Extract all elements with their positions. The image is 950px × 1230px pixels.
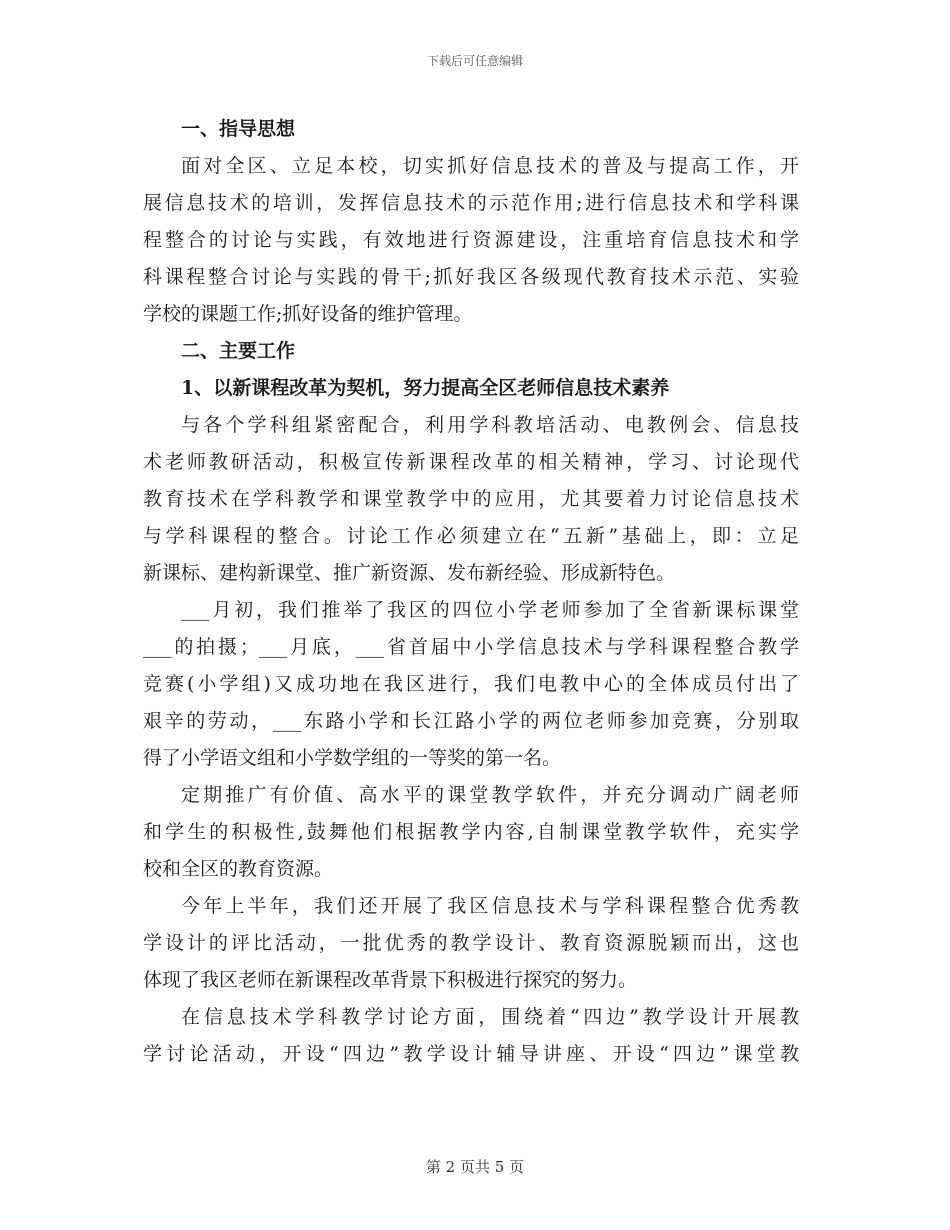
sub-heading: 1、以新课程改革为契机，努力提高全区老师信息技术素养 xyxy=(181,377,670,399)
paragraph xyxy=(143,777,799,888)
paragraph xyxy=(143,888,799,999)
text-line: 展信息技术的培训，发挥信息技术的示范作用;进行信息技术和学科课 xyxy=(143,192,799,214)
page-header: 下载后可任意编辑 xyxy=(426,54,523,68)
text-line: 得了小学语文组和小学数学组的一等奖的第一名。 xyxy=(143,747,562,769)
text-line: 学校的课题工作;抓好设备的维护管理。 xyxy=(143,303,473,325)
text-line: 科课程整合讨论与实践的骨干;抓好我区各级现代教育技术示范、实验 xyxy=(143,266,799,288)
text-line: ___的拍摄；___月底，___省首届中小学信息技术与学科课程整合教学 xyxy=(143,636,799,658)
text-line: 面对全区、立足本校，切实抓好信息技术的普及与提高工作，开 xyxy=(181,155,799,177)
text-line: 学讨论活动，开设“四边”教学设计辅导讲座、开设“四边”课堂教 xyxy=(143,1043,799,1065)
text-line: 程整合的讨论与实践，有效地进行资源建设，注重培育信息技术和学 xyxy=(143,229,799,251)
text-line: 体现了我区老师在新课程改革背景下积极进行探究的努力。 xyxy=(143,969,638,991)
text-line: 竞赛(小学组)又成功地在我区进行，我们电教中心的全体成员付出了 xyxy=(143,673,799,695)
text-line: 与各个学科组紧密配合，利用学科教培活动、电教例会、信息技 xyxy=(181,414,799,436)
text-line: 术老师教研活动，积极宣传新课程改革的相关精神，学习、讨论现代 xyxy=(143,451,799,473)
text-line: 定期推广有价值、高水平的课堂教学软件，并充分调动广阔老师 xyxy=(181,784,799,806)
text-line: 和学生的积极性,鼓舞他们根据教学内容,自制课堂教学软件，充实学 xyxy=(143,821,799,843)
text-line: 学设计的评比活动，一批优秀的教学设计、教育资源脱颖而出，这也 xyxy=(143,932,799,954)
paragraph xyxy=(143,407,799,592)
paragraph xyxy=(143,592,799,777)
section-heading: 一、指导思想 xyxy=(181,118,296,140)
text-line: 校和全区的教育资源。 xyxy=(143,858,334,880)
text-line: 在信息技术学科教学讨论方面，围绕着“四边”教学设计开展教 xyxy=(181,1006,799,1028)
text-line: ___月初，我们推举了我区的四位小学老师参加了全省新课标课堂 xyxy=(181,599,799,621)
paragraph xyxy=(143,148,799,333)
text-line: 新课标、建构新课堂、推广新资源、发布新经验、形成新特色。 xyxy=(143,562,676,584)
text-line: 艰辛的劳动，___东路小学和长江路小学的两位老师参加竞赛，分别取 xyxy=(143,710,799,732)
text-line: 与学科课程的整合。讨论工作必须建立在“五新”基础上，即：立足 xyxy=(143,525,799,547)
text-line: 今年上半年，我们还开展了我区信息技术与学科课程整合优秀教 xyxy=(181,895,799,917)
paragraph xyxy=(143,999,799,1073)
text-line: 教育技术在学科教学和课堂教学中的应用，尤其要着力讨论信息技术 xyxy=(143,488,799,510)
document-body xyxy=(143,111,799,1073)
page-footer: 第 2 页共 5 页 xyxy=(425,1158,525,1176)
section-heading: 二、主要工作 xyxy=(181,340,296,362)
